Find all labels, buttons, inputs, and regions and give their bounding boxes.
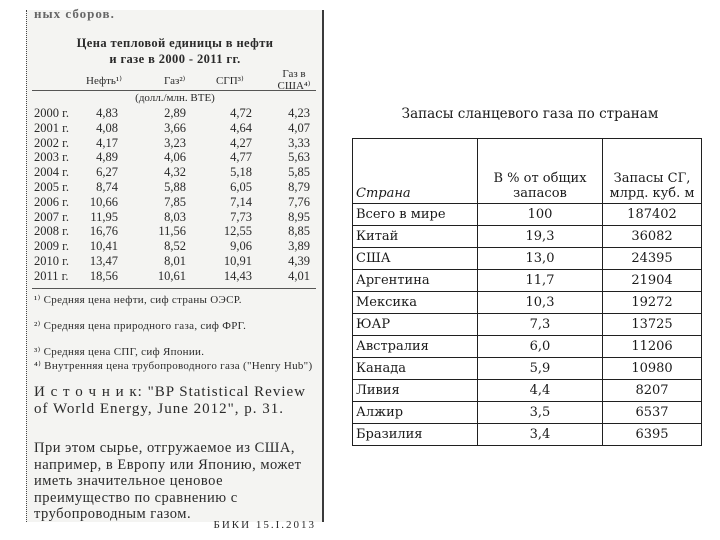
price-cell: 12,55 (223, 224, 252, 239)
table-row (353, 226, 702, 248)
header-country: Страна (353, 139, 478, 204)
footnote-1: ¹⁾ Средняя цена нефти, сиф страны ОЭСР. (34, 294, 242, 306)
price-cell: 4,64 (230, 120, 252, 135)
clipping-title-line1: Цена тепловой единицы в нефти (76, 36, 274, 50)
price-cell: 8,01 (164, 254, 186, 268)
reserves-cell: 11206 (603, 336, 702, 358)
price-cell: 4,07 (288, 120, 310, 135)
reserves-cell: 21904 (603, 270, 702, 292)
price-cell: 10,61 (157, 268, 186, 283)
price-cell: 4,08 (96, 120, 118, 135)
price-cell: 2,89 (164, 106, 186, 120)
table-rule (32, 288, 316, 289)
shale-table-title: Запасы сланцевого газа по странам (401, 106, 659, 122)
country-cell: США (353, 248, 478, 270)
article-paragraph: При этом сырье, отгружаемое из США, например, в Европу или Японию, может иметь значительное ценовое преимущество по сравнению с трубопроводным газом. (34, 440, 302, 522)
price-cell: 9,06 (230, 239, 252, 254)
year-cell: 2004 г. (34, 165, 69, 180)
reserves-cell: 19272 (603, 292, 702, 314)
col-header-gas: Газ²⁾ (164, 75, 186, 87)
year-cell: 2008 г. (34, 224, 69, 239)
price-cell: 4,01 (288, 268, 310, 283)
year-cell: 2010 г. (34, 254, 69, 268)
signature: БИКИ 15.I.2013 (213, 519, 316, 531)
price-row (26, 239, 324, 254)
percent-cell: 11,7 (478, 270, 603, 292)
price-cell: 13,47 (89, 254, 118, 268)
price-cell: 8,95 (288, 209, 310, 224)
price-cell: 3,33 (288, 135, 310, 150)
price-cell: 4,72 (230, 106, 252, 120)
country-cell: Мексика (353, 292, 478, 314)
price-row (26, 254, 324, 269)
table-row (353, 358, 702, 380)
price-cell: 3,23 (164, 135, 186, 150)
price-cell: 4,89 (96, 150, 118, 165)
percent-cell: 100 (478, 204, 603, 226)
year-cell: 2005 г. (34, 180, 69, 194)
col-header-us-gas: Газ в США⁴⁾ (277, 68, 311, 92)
reserves-cell: 6537 (603, 402, 702, 424)
unit-label: (долл./млн. BTE) (135, 92, 215, 104)
year-cell: 2001 г. (34, 120, 69, 135)
table-header-row (353, 139, 702, 204)
price-cell: 5,63 (288, 150, 310, 165)
col-header-lng: СГП³⁾ (216, 75, 244, 87)
table-row (353, 424, 702, 446)
header-reserves: Запасы СГ, млрд. куб. м (603, 139, 702, 204)
country-cell: ЮАР (353, 314, 478, 336)
table-row (353, 380, 702, 402)
price-cell: 4,06 (164, 150, 186, 165)
header-percent: В % от общих запасов (478, 139, 603, 204)
country-cell: Бразилия (353, 424, 478, 446)
price-row (26, 121, 324, 136)
price-cell: 5,18 (230, 165, 252, 180)
year-cell: 2000 г. (34, 106, 69, 120)
price-cell: 8,03 (164, 209, 186, 224)
percent-cell: 5,9 (478, 358, 603, 380)
price-row (26, 269, 324, 284)
price-cell: 3,66 (164, 120, 186, 135)
price-cell: 14,43 (223, 268, 252, 283)
price-cell: 4,83 (96, 106, 118, 120)
reserves-cell: 10980 (603, 358, 702, 380)
percent-cell: 6,0 (478, 336, 603, 358)
price-row (26, 106, 324, 121)
reserves-cell: 6395 (603, 424, 702, 446)
table-row (353, 204, 702, 226)
price-cell: 8,52 (164, 239, 186, 254)
country-cell: Всего в мире (353, 204, 478, 226)
clipping-title-line2: и газе в 2000 - 2011 гг. (109, 52, 241, 66)
table-row (353, 270, 702, 292)
year-cell: 2011 г. (34, 268, 69, 283)
source-note: И с т о ч н и к: "BP Statistical Review of World Energy, June 2012", р. 31. (34, 384, 306, 417)
price-cell: 7,85 (164, 194, 186, 209)
text-fragment: ных сборов. (34, 6, 115, 21)
percent-cell: 10,3 (478, 292, 603, 314)
price-cell: 7,76 (288, 194, 310, 209)
country-cell: Канада (353, 358, 478, 380)
percent-cell: 19,3 (478, 226, 603, 248)
price-cell: 10,91 (223, 254, 252, 268)
price-cell: 10,66 (89, 194, 118, 209)
year-cell: 2003 г. (34, 150, 69, 165)
footnote-4: ⁴⁾ Внутренняя цена трубопроводного газа ("Henry Hub") (34, 360, 313, 372)
table-row (353, 292, 702, 314)
percent-cell: 7,3 (478, 314, 603, 336)
price-cell: 4,39 (288, 254, 310, 268)
shale-table (352, 138, 702, 446)
price-cell: 7,14 (230, 194, 252, 209)
price-cell: 5,88 (164, 180, 186, 194)
col-header-oil: Нефть¹⁾ (86, 75, 122, 87)
price-row (26, 195, 324, 210)
year-cell: 2007 г. (34, 209, 69, 224)
price-cell: 3,89 (288, 239, 310, 254)
percent-cell: 4,4 (478, 380, 603, 402)
price-cell: 8,79 (288, 180, 310, 194)
price-cell: 4,23 (288, 106, 310, 120)
country-cell: Ливия (353, 380, 478, 402)
price-cell: 11,95 (90, 209, 118, 224)
footnote-2: ²⁾ Средняя цена природного газа, сиф ФРГ. (34, 320, 247, 332)
reserves-cell: 187402 (603, 204, 702, 226)
country-cell: Австралия (353, 336, 478, 358)
price-cell: 4,77 (230, 150, 252, 165)
price-cell: 16,76 (89, 224, 118, 239)
price-row (26, 150, 324, 165)
percent-cell: 3,4 (478, 424, 603, 446)
price-cell: 6,05 (230, 180, 252, 194)
year-cell: 2006 г. (34, 194, 69, 209)
reserves-cell: 24395 (603, 248, 702, 270)
price-cell: 5,85 (288, 165, 310, 180)
table-row (353, 314, 702, 336)
price-row (26, 180, 324, 195)
table-row (353, 402, 702, 424)
header-rule (32, 90, 316, 91)
country-cell: Китай (353, 226, 478, 248)
price-cell: 8,74 (96, 180, 118, 194)
year-cell: 2002 г. (34, 135, 69, 150)
price-row (26, 210, 324, 225)
price-cell: 6,27 (96, 165, 118, 180)
table-row (353, 336, 702, 358)
price-cell: 11,56 (158, 224, 186, 239)
price-cell: 10,41 (89, 239, 118, 254)
footnote-3: ³⁾ Средняя цена СПГ, сиф Японии. (34, 346, 205, 358)
scanned-clipping (26, 6, 324, 531)
year-cell: 2009 г. (34, 239, 69, 254)
table-row (353, 248, 702, 270)
country-cell: Алжир (353, 402, 478, 424)
price-row (26, 136, 324, 151)
price-row (26, 224, 324, 239)
price-cell: 8,85 (288, 224, 310, 239)
price-cell: 7,73 (230, 209, 252, 224)
reserves-cell: 13725 (603, 314, 702, 336)
percent-cell: 13,0 (478, 248, 603, 270)
reserves-cell: 8207 (603, 380, 702, 402)
percent-cell: 3,5 (478, 402, 603, 424)
price-cell: 4,32 (164, 165, 186, 180)
price-row (26, 165, 324, 180)
price-cell: 4,17 (96, 135, 118, 150)
country-cell: Аргентина (353, 270, 478, 292)
reserves-cell: 36082 (603, 226, 702, 248)
price-cell: 18,56 (89, 268, 118, 283)
price-cell: 4,27 (230, 135, 252, 150)
